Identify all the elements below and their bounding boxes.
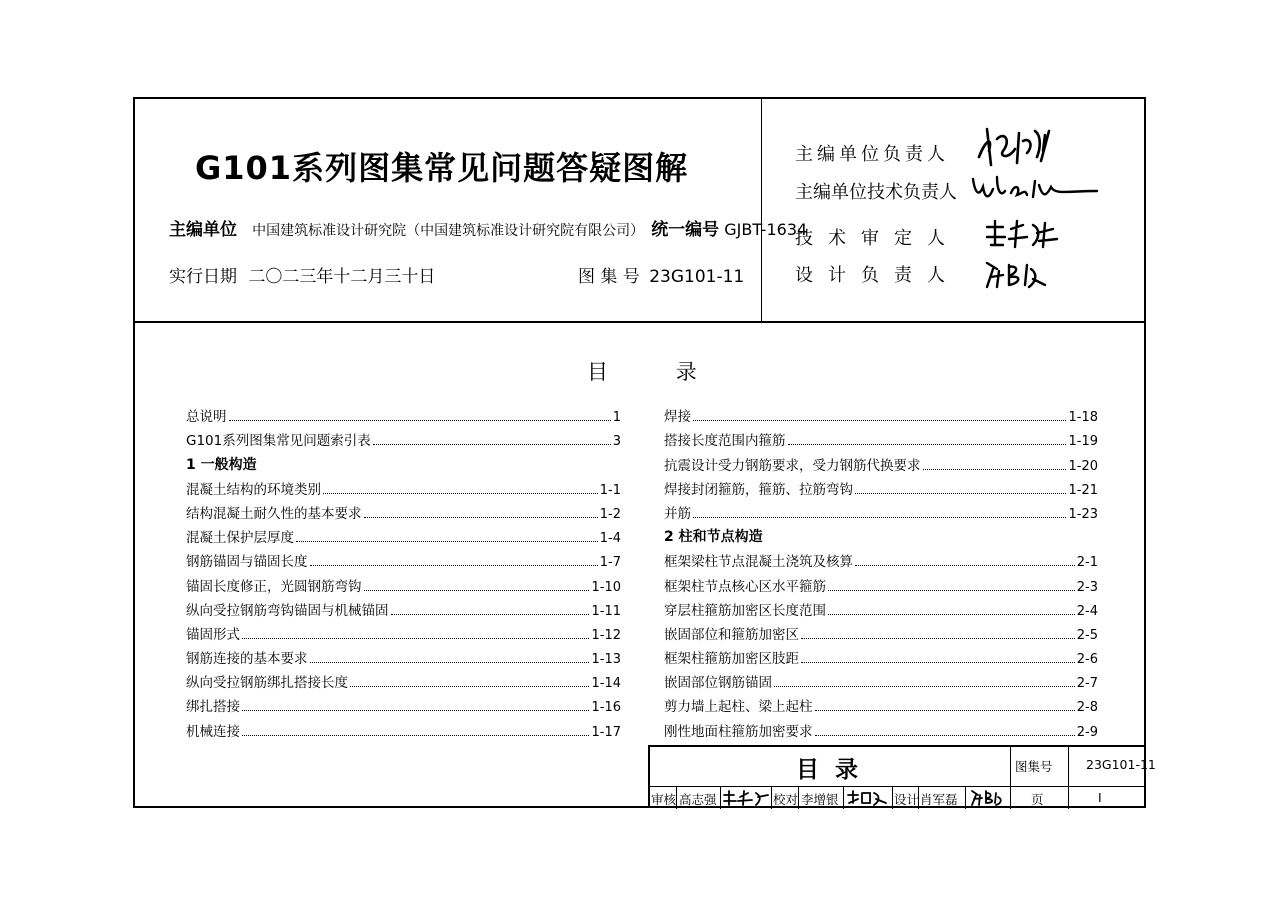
unified-no-value: GJBT-1634 xyxy=(724,220,808,239)
toc-entry-title: 框架柱节点核心区水平箍筋 xyxy=(664,578,826,595)
toc-entry[interactable] xyxy=(186,546,621,570)
toc-dot-leader xyxy=(323,493,598,494)
toc-entry-title: G101系列图集常见问题索引表 xyxy=(186,433,371,450)
toc-entry[interactable] xyxy=(186,595,621,619)
toc-dot-leader xyxy=(801,662,1075,663)
toc-entry[interactable] xyxy=(186,522,621,546)
toc-entry[interactable] xyxy=(186,570,621,594)
signature-tech-reviewer xyxy=(981,215,1071,251)
toc-dot-leader xyxy=(828,614,1075,615)
toc-dot-leader xyxy=(242,710,589,711)
responsible-label: 主编单位技术负责人 xyxy=(795,182,957,203)
toc-entry-page: 1-17 xyxy=(591,724,621,740)
toc-entry-page: 1-11 xyxy=(591,603,621,619)
responsible-row-2 xyxy=(795,178,957,204)
title-block-cell-divider xyxy=(798,786,799,809)
toc-entry[interactable] xyxy=(664,474,1098,498)
editor-unit-line xyxy=(169,215,807,240)
drawing-frame xyxy=(133,97,1156,808)
toc-entry[interactable] xyxy=(186,425,621,449)
toc-dot-leader xyxy=(242,735,589,736)
responsible-label: 技术审定人 xyxy=(795,228,945,249)
toc-dot-leader xyxy=(350,686,589,687)
toc-entry-title: 刚性地面柱箍筋加密要求 xyxy=(664,723,813,740)
toc-entry-page: 1 xyxy=(612,410,621,426)
check-signature xyxy=(846,787,890,807)
toc-entry[interactable] xyxy=(664,715,1098,739)
toc-entry-title: 穿层柱箍筋加密区长度范围 xyxy=(664,602,826,619)
effective-date-line xyxy=(169,262,435,287)
title-block-cell-divider xyxy=(965,786,966,809)
toc-entry-title: 焊接 xyxy=(664,409,691,426)
signature-editor-unit-head xyxy=(971,121,1091,171)
toc-entry-title: 锚固形式 xyxy=(186,626,240,643)
signature-tech-head xyxy=(967,169,1107,205)
toc-dot-leader xyxy=(242,638,589,639)
toc-title-char-1: 目 xyxy=(587,360,608,384)
toc-entry-page: 1-10 xyxy=(591,579,621,595)
toc-entry-title: 钢筋锚固与锚固长度 xyxy=(186,554,308,571)
toc-entry[interactable] xyxy=(664,643,1098,667)
toc-entry-title: 剪力墙上起柱、梁上起柱 xyxy=(664,699,813,716)
toc-entry[interactable] xyxy=(664,619,1098,643)
toc-entry-title: 锚固长度修正，光圆钢筋弯钩 xyxy=(186,578,362,595)
toc-entry-page: 1-18 xyxy=(1068,410,1098,426)
toc-dot-leader xyxy=(693,420,1066,421)
toc-entry-page: 1-20 xyxy=(1068,458,1098,474)
toc-entry[interactable] xyxy=(186,401,621,425)
toc-entry[interactable] xyxy=(664,546,1098,570)
toc-entry[interactable] xyxy=(186,643,621,667)
toc-entry-page: 1-14 xyxy=(591,676,621,692)
toc-dot-leader xyxy=(373,444,611,445)
toc-entry[interactable] xyxy=(664,595,1098,619)
toc-entry-page: 2-9 xyxy=(1076,724,1098,740)
toc-section-heading xyxy=(186,449,621,473)
atlas-no-value: 23G101-11 xyxy=(649,267,745,287)
toc-section-heading xyxy=(664,522,1098,546)
toc-entry[interactable] xyxy=(664,498,1098,522)
toc-dot-leader xyxy=(828,590,1075,591)
responsible-row-4 xyxy=(795,261,945,287)
toc-entry-page: 1-2 xyxy=(599,506,621,522)
design-name: 肖军磊 xyxy=(920,792,958,807)
toc-right-column xyxy=(664,401,1098,740)
toc-dot-leader xyxy=(693,517,1066,518)
responsible-row-1 xyxy=(795,140,945,166)
toc-dot-leader xyxy=(364,590,590,591)
toc-entry[interactable] xyxy=(664,425,1098,449)
toc-dot-leader xyxy=(364,517,598,518)
toc-entry-title: 嵌固部位和箍筋加密区 xyxy=(664,626,799,643)
check-label: 校对 xyxy=(773,792,799,807)
toc-dot-leader xyxy=(229,420,611,421)
effective-date-label: 实行日期 xyxy=(169,267,237,287)
title-block-cell-divider xyxy=(676,786,677,809)
title-block-name: 目 录 xyxy=(796,757,859,783)
editor-unit-value: 中国建筑标准设计研究院（中国建筑标准设计研究院有限公司） xyxy=(252,223,645,239)
toc-title xyxy=(587,356,697,386)
toc-dot-leader xyxy=(310,565,598,566)
toc-entry-title: 框架梁柱节点混凝土浇筑及核算 xyxy=(664,554,853,571)
toc-entry-page: 1-4 xyxy=(599,531,621,547)
toc-entry-title: 并筋 xyxy=(664,505,691,522)
toc-entry[interactable] xyxy=(186,498,621,522)
title-block-atlas-label: 图集号 xyxy=(1015,759,1053,774)
toc-entry-title: 搭接长度范围内箍筋 xyxy=(664,433,786,450)
toc-entry-page: 2-1 xyxy=(1076,555,1098,571)
toc-entry-title: 抗震设计受力钢筋要求，受力钢筋代换要求 xyxy=(664,457,921,474)
design-label: 设计 xyxy=(894,792,920,807)
toc-entry[interactable] xyxy=(664,691,1098,715)
toc-entry-title: 纵向受拉钢筋弯钩锚固与机械锚固 xyxy=(186,602,389,619)
toc-entry-title: 结构混凝土耐久性的基本要求 xyxy=(186,505,362,522)
toc-entry-page: 1-12 xyxy=(591,627,621,643)
toc-entry-page: 2-7 xyxy=(1076,676,1098,692)
toc-entry[interactable] xyxy=(664,667,1098,691)
title-block-col-divider xyxy=(1068,747,1069,809)
toc-entry-page: 1-16 xyxy=(591,700,621,716)
title-block xyxy=(648,745,1156,807)
review-label: 审核 xyxy=(651,792,677,807)
toc-entry-title: 嵌固部位钢筋锚固 xyxy=(664,675,772,692)
toc-entry-page: 2-5 xyxy=(1076,627,1098,643)
responsible-row-3 xyxy=(795,224,945,250)
effective-date-value: 二〇二三年十二月三十日 xyxy=(248,267,436,287)
title-block-cell-divider xyxy=(892,786,893,809)
title-block-cell-divider xyxy=(771,786,772,809)
check-name: 李增银 xyxy=(801,792,839,807)
toc-entry[interactable] xyxy=(664,449,1098,473)
responsible-label: 设计负责人 xyxy=(795,265,945,286)
toc-entry-page: 1-13 xyxy=(591,652,621,668)
title-block-cell-divider xyxy=(720,786,721,809)
toc-entry-title: 总说明 xyxy=(186,409,227,426)
toc-entry-page: 1-21 xyxy=(1068,482,1098,498)
review-signature xyxy=(722,787,770,807)
toc-entry-title: 钢筋连接的基本要求 xyxy=(186,651,308,668)
toc-dot-leader xyxy=(855,493,1066,494)
toc-entry-page: 2-3 xyxy=(1076,579,1098,595)
toc-entry[interactable] xyxy=(186,619,621,643)
toc-entry[interactable] xyxy=(664,401,1098,425)
title-block-cell-divider xyxy=(843,786,844,809)
toc-entry[interactable] xyxy=(186,691,621,715)
toc-entry-page: 1-19 xyxy=(1068,434,1098,450)
signature-design-head xyxy=(981,255,1061,291)
page-label: 页 xyxy=(1031,792,1044,807)
toc-dot-leader xyxy=(310,662,590,663)
toc-dot-leader xyxy=(923,469,1067,470)
toc-entry-page: 1-7 xyxy=(599,555,621,571)
atlas-no-label: 图 集 号 xyxy=(578,267,640,287)
toc-left-column xyxy=(186,401,621,740)
editor-unit-label: 主编单位 xyxy=(169,220,237,240)
toc-entry-page: 2-4 xyxy=(1076,603,1098,619)
toc-dot-leader xyxy=(815,710,1075,711)
toc-entry-title: 2 柱和节点构造 xyxy=(664,529,763,546)
toc-dot-leader xyxy=(855,565,1075,566)
toc-entry-title: 1 一般构造 xyxy=(186,456,257,473)
title-block-atlas-value: 23G101-11 xyxy=(1086,757,1156,772)
toc-dot-leader xyxy=(815,735,1075,736)
toc-entry[interactable] xyxy=(664,570,1098,594)
header-bottom-rule xyxy=(135,321,1144,323)
toc-entry-title: 框架柱箍筋加密区肢距 xyxy=(664,651,799,668)
toc-dot-leader xyxy=(296,541,598,542)
toc-entry-page: 1-23 xyxy=(1068,506,1098,522)
toc-entry[interactable] xyxy=(186,715,621,739)
toc-entry-title: 焊接封闭箍筋，箍筋、拉筋弯钩 xyxy=(664,481,853,498)
toc-entry-title: 混凝土保护层厚度 xyxy=(186,530,294,547)
header-vertical-divider xyxy=(761,99,762,321)
design-signature xyxy=(970,787,1008,807)
toc-entry-page: 1-1 xyxy=(599,482,621,498)
toc-entry-page: 2-6 xyxy=(1076,652,1098,668)
toc-entry-title: 纵向受拉钢筋绑扎搭接长度 xyxy=(186,675,348,692)
review-name: 高志强 xyxy=(679,792,717,807)
toc-dot-leader xyxy=(788,444,1067,445)
toc-entry[interactable] xyxy=(186,667,621,691)
title-block-col-divider xyxy=(1010,747,1011,809)
toc-entry-page: 2-8 xyxy=(1076,700,1098,716)
toc-entry-title: 绑扎搭接 xyxy=(186,699,240,716)
document-title: G101系列图集常见问题答疑图解 xyxy=(195,149,689,187)
responsible-label: 主编单位负责人 xyxy=(795,144,945,165)
toc-entry[interactable] xyxy=(186,474,621,498)
unified-no-label: 统一编号 xyxy=(651,220,720,240)
toc-entry-title: 混凝土结构的环境类别 xyxy=(186,481,321,498)
atlas-number-line xyxy=(578,262,744,287)
toc-entry-title: 机械连接 xyxy=(186,723,240,740)
toc-dot-leader xyxy=(391,614,590,615)
toc-dot-leader xyxy=(801,638,1075,639)
page-value: I xyxy=(1098,790,1102,805)
toc-dot-leader xyxy=(774,686,1075,687)
toc-title-char-2: 录 xyxy=(675,360,697,384)
toc-entry-page: 3 xyxy=(612,434,621,450)
